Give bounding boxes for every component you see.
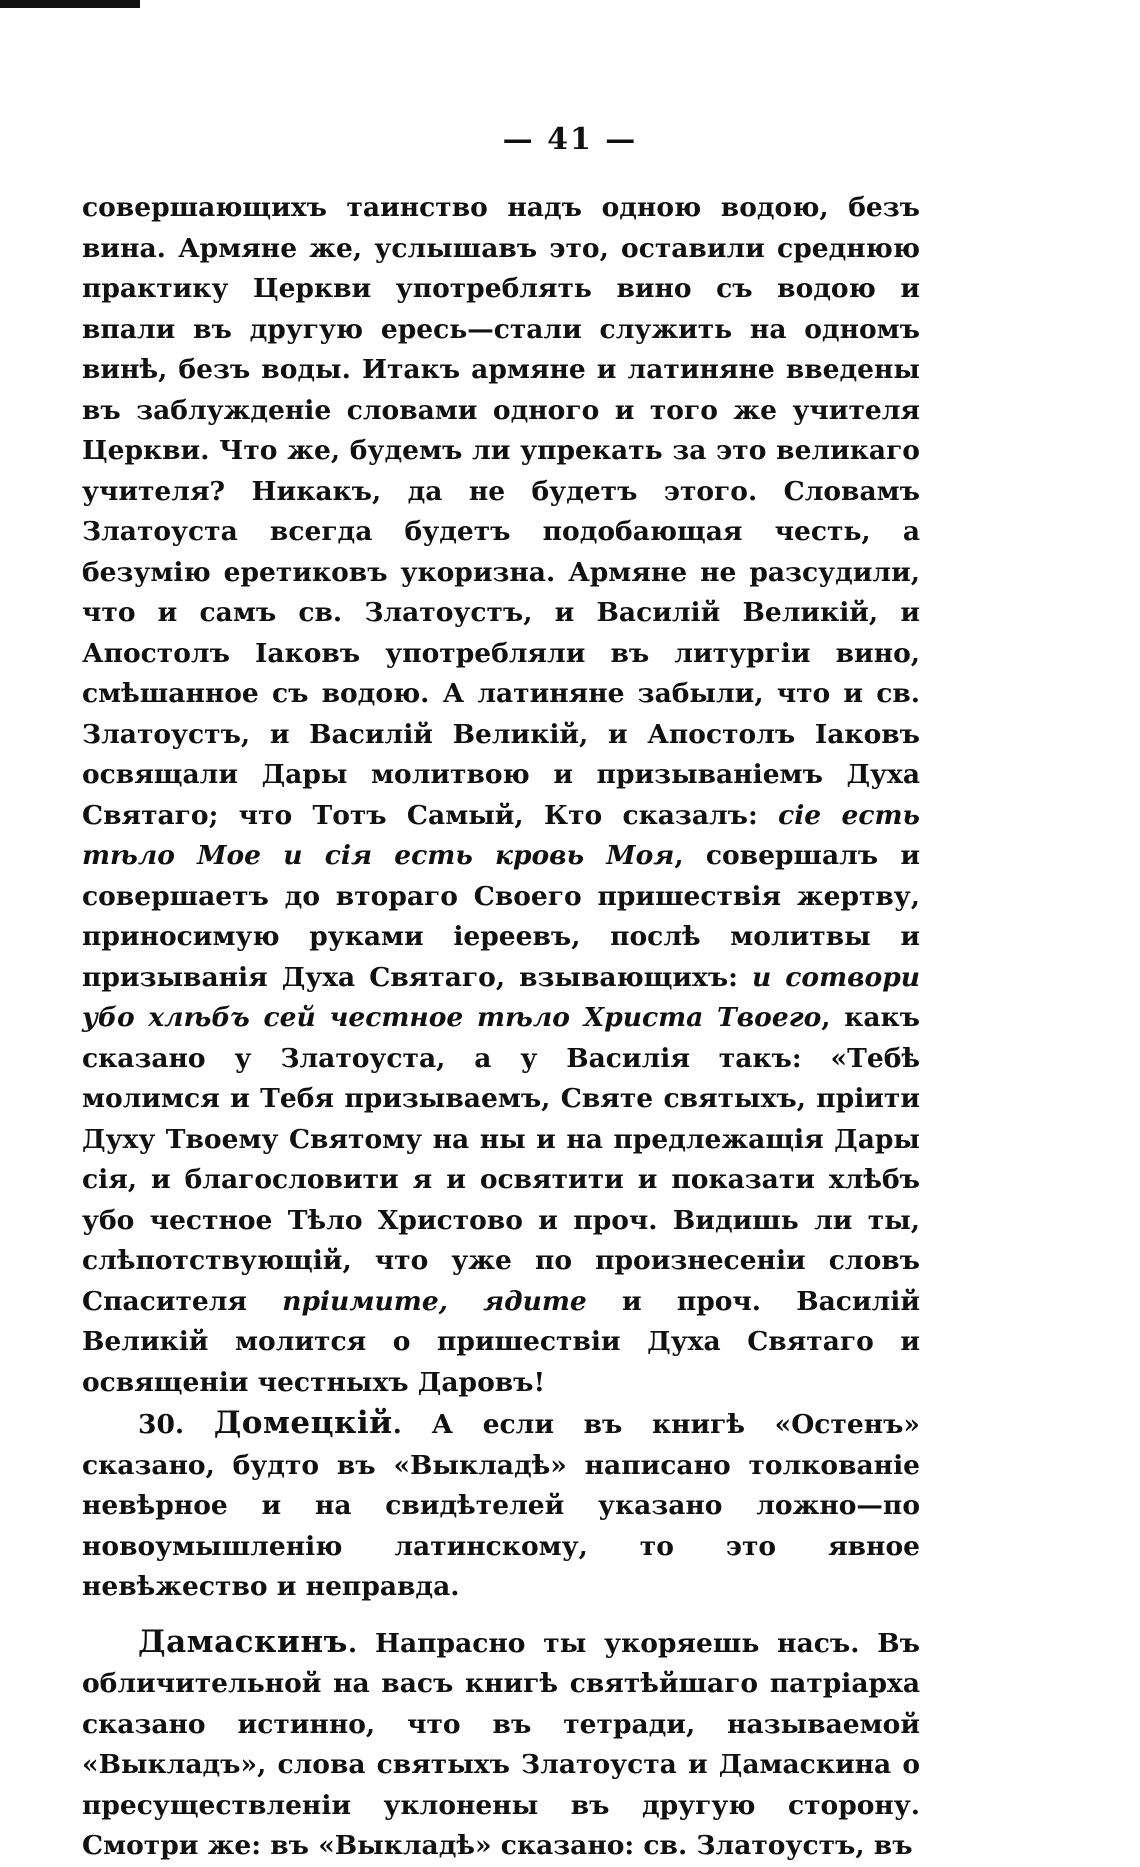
speaker-name-domeckiy: Домецкій: [213, 1405, 393, 1441]
paragraph-1-text-2: , совершалъ и совершаетъ до втораго Своего пришествія жертву, приносимую руками іереевъ, послѣ молитвы и призыванія Духа Святаго, взывающихъ:: [82, 840, 921, 993]
speaker-name-damaskin: Дамаскинъ: [138, 1623, 348, 1660]
paragraph-3-text: . Напрасно ты укоряешь насъ. Въ обличительной на васъ книгѣ святѣйшаго патріарха сказано истинно, что въ тетради, называемой «Выкладъ», слова святыхъ Златоуста и Дамаскина о пресуществленіи уклонены въ другую сторону. Смотри же: въ «Выкладѣ» сказано: св. Златоустъ, въ: [82, 1627, 920, 1861]
paragraph-2: [82, 1403, 920, 1608]
paragraph-1-quote-2: и сотвори убо хлѣбъ сей честное тѣло Христа Твоего: [82, 961, 921, 1033]
paragraph-1-text-3: , какъ сказано у Златоуста, а у Василія такъ: «Тебѣ молимся и Тебя призываемъ, Святе святыхъ, пріити Духу Твоему Святому на ны и на предлежащія Дары сія, и благословити я и освятити и показати хлѣбъ убо честное Тѣло Христово и проч. Видишь ли ты, слѣпотствующій, что уже по произнесеніи словъ Спасителя: [82, 1002, 920, 1317]
page-text: [82, 188, 920, 1867]
page-number: — 41 —: [502, 122, 638, 157]
paragraph-2-number: 30.: [138, 1409, 185, 1440]
paragraph-2-text: . А если въ книгѣ «Остенъ» сказано, будто въ «Выкладѣ» написано толкованіе невѣрное и на свидѣтелей указано ложно—по новоумышленію латинскому, то это явное невѣжество и неправда.: [82, 1409, 920, 1602]
paragraph-1-text-1: совершающихъ таинство надъ одною водою, безъ вина. Армяне же, услышавъ это, оставили среднюю практику Церкви употреблять вино съ водою и впали въ другую ересь—стали служить на одномъ винѣ, безъ воды. Итакъ армяне и латиняне введены въ заблужденіе словами одного и того же учителя Церкви. Что же, будемъ ли упрекать за это великаго учителя? Никакъ, да не будетъ этого. Словамъ Златоуста всегда будетъ подобающая честь, а безумію еретиковъ укоризна. Армяне не разсудили, что и самъ св. Златоустъ, и Василій Великій, и Апостолъ Іаковъ употребляли въ литургіи вино, смѣшанное съ водою. А латиняне забыли, что и св. Златоустъ, и Василій Великій, и Апостолъ Іаковъ освящали Дары молитвою и призываніемъ Духа Святаго; что Тотъ Самый, Кто сказалъ:: [82, 192, 920, 831]
paragraph-3: [82, 1622, 920, 1867]
paragraph-1: [82, 188, 920, 1403]
scan-edge-mark: [0, 0, 140, 8]
paragraph-1-quote-3: пріимите, ядите: [282, 1285, 587, 1317]
paragraph-1-text-4: и проч. Василій Великій молится о пришествіи Духа Святаго и освященіи честныхъ Даровъ!: [82, 1285, 920, 1398]
paragraph-1-quote-1: сіе есть тѣло Мое и сія есть кровь Моя: [82, 799, 920, 871]
